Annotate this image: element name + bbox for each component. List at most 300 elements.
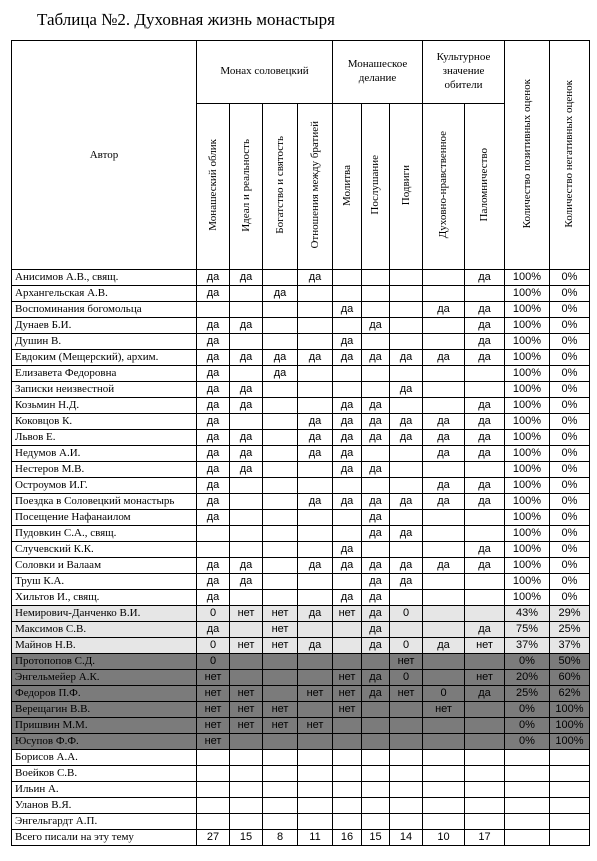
value-cell: да bbox=[362, 462, 390, 478]
author-name-cell: Немирович-Данченко В.И. bbox=[12, 606, 197, 622]
value-cell bbox=[362, 382, 390, 398]
negative-percent-cell: 0% bbox=[550, 590, 590, 606]
value-cell bbox=[465, 734, 505, 750]
value-cell: да bbox=[197, 590, 230, 606]
value-cell bbox=[263, 782, 298, 798]
table-row bbox=[12, 270, 590, 286]
group-culture-header: Культурное значение обители bbox=[423, 41, 505, 104]
author-name-cell: Пришвин М.М. bbox=[12, 718, 197, 734]
value-cell bbox=[423, 462, 465, 478]
value-cell bbox=[333, 798, 362, 814]
value-cell bbox=[390, 478, 423, 494]
value-cell: да bbox=[465, 398, 505, 414]
value-cell: да bbox=[362, 574, 390, 590]
value-cell bbox=[423, 766, 465, 782]
value-cell: нет bbox=[263, 718, 298, 734]
value-cell: да bbox=[362, 350, 390, 366]
value-cell: да bbox=[197, 494, 230, 510]
author-name-cell: Случевский К.К. bbox=[12, 542, 197, 558]
value-cell bbox=[298, 542, 333, 558]
negative-percent-cell: 0% bbox=[550, 334, 590, 350]
value-cell bbox=[423, 510, 465, 526]
value-cell: да bbox=[390, 430, 423, 446]
value-cell bbox=[263, 494, 298, 510]
author-name-cell: Максимов С.В. bbox=[12, 622, 197, 638]
value-cell bbox=[390, 446, 423, 462]
value-cell bbox=[298, 670, 333, 686]
value-cell bbox=[333, 766, 362, 782]
value-cell bbox=[298, 574, 333, 590]
author-name-cell: Львов Е. bbox=[12, 430, 197, 446]
value-cell: да bbox=[423, 494, 465, 510]
value-cell: да bbox=[197, 334, 230, 350]
author-name-cell: Пудовкин С.А., свящ. bbox=[12, 526, 197, 542]
value-cell bbox=[390, 286, 423, 302]
author-name-cell: Хильтов И., свящ. bbox=[12, 590, 197, 606]
positive-percent-cell: 100% bbox=[505, 510, 550, 526]
value-cell bbox=[362, 270, 390, 286]
negative-percent-cell: 100% bbox=[550, 702, 590, 718]
table-row bbox=[12, 734, 590, 750]
value-cell: нет bbox=[263, 638, 298, 654]
positive-percent-cell bbox=[505, 782, 550, 798]
negative-percent-cell: 0% bbox=[550, 430, 590, 446]
positive-percent-cell: 100% bbox=[505, 526, 550, 542]
value-cell: да bbox=[298, 494, 333, 510]
total-value-cell: 11 bbox=[298, 830, 333, 846]
value-cell bbox=[298, 734, 333, 750]
column-header: Богатство и святость bbox=[263, 104, 298, 270]
value-cell bbox=[465, 510, 505, 526]
value-cell bbox=[423, 382, 465, 398]
value-cell: да bbox=[298, 430, 333, 446]
value-cell: да bbox=[423, 414, 465, 430]
value-cell bbox=[263, 270, 298, 286]
value-cell bbox=[465, 526, 505, 542]
value-cell: да bbox=[362, 686, 390, 702]
value-cell bbox=[333, 782, 362, 798]
value-cell bbox=[423, 798, 465, 814]
column-header: Идеал и реальность bbox=[230, 104, 263, 270]
value-cell bbox=[263, 382, 298, 398]
value-cell bbox=[298, 318, 333, 334]
value-cell bbox=[263, 798, 298, 814]
negative-percent-cell: 62% bbox=[550, 686, 590, 702]
table-row bbox=[12, 766, 590, 782]
value-cell: 0 bbox=[197, 606, 230, 622]
value-cell bbox=[298, 398, 333, 414]
value-cell: да bbox=[423, 558, 465, 574]
positive-percent-cell: 0% bbox=[505, 654, 550, 670]
value-cell: да bbox=[423, 350, 465, 366]
value-cell: да bbox=[298, 446, 333, 462]
value-cell bbox=[423, 750, 465, 766]
value-cell: да bbox=[197, 462, 230, 478]
value-cell bbox=[390, 814, 423, 830]
value-cell bbox=[465, 382, 505, 398]
negative-percent-cell: 0% bbox=[550, 414, 590, 430]
value-cell: да bbox=[465, 350, 505, 366]
value-cell bbox=[197, 750, 230, 766]
positive-percent-cell: 100% bbox=[505, 350, 550, 366]
positive-percent-cell: 75% bbox=[505, 622, 550, 638]
value-cell bbox=[465, 366, 505, 382]
value-cell bbox=[197, 814, 230, 830]
table-body bbox=[12, 270, 590, 846]
value-cell: нет bbox=[423, 702, 465, 718]
value-cell: да bbox=[333, 590, 362, 606]
value-cell bbox=[230, 526, 263, 542]
value-cell bbox=[423, 718, 465, 734]
value-cell: 0 bbox=[423, 686, 465, 702]
value-cell: да bbox=[423, 638, 465, 654]
value-cell bbox=[423, 622, 465, 638]
value-cell bbox=[423, 286, 465, 302]
author-name-cell: Дунаев Б.И. bbox=[12, 318, 197, 334]
value-cell: да bbox=[465, 302, 505, 318]
value-cell bbox=[390, 590, 423, 606]
value-cell bbox=[298, 286, 333, 302]
value-cell bbox=[390, 270, 423, 286]
value-cell: нет bbox=[263, 702, 298, 718]
value-cell bbox=[362, 750, 390, 766]
positive-percent-cell: 100% bbox=[505, 414, 550, 430]
value-cell bbox=[230, 814, 263, 830]
value-cell: да bbox=[390, 350, 423, 366]
table-row bbox=[12, 446, 590, 462]
value-cell: да bbox=[197, 318, 230, 334]
positive-percent-cell bbox=[505, 814, 550, 830]
value-cell bbox=[362, 734, 390, 750]
positive-percent-cell: 100% bbox=[505, 302, 550, 318]
value-cell bbox=[362, 654, 390, 670]
value-cell bbox=[298, 590, 333, 606]
value-cell bbox=[362, 446, 390, 462]
total-value-cell: 16 bbox=[333, 830, 362, 846]
value-cell: да bbox=[333, 446, 362, 462]
table-row bbox=[12, 542, 590, 558]
negative-percent-cell: 100% bbox=[550, 718, 590, 734]
total-value-cell: 27 bbox=[197, 830, 230, 846]
author-name-cell: Записки неизвестной bbox=[12, 382, 197, 398]
negative-percent-cell: 25% bbox=[550, 622, 590, 638]
value-cell: да bbox=[390, 382, 423, 398]
value-cell bbox=[230, 286, 263, 302]
value-cell bbox=[362, 798, 390, 814]
value-cell bbox=[465, 574, 505, 590]
value-cell bbox=[362, 718, 390, 734]
author-name-cell: Уланов В.Я. bbox=[12, 798, 197, 814]
group-deeds-header: Монашеское делание bbox=[333, 41, 423, 104]
value-cell: да bbox=[362, 526, 390, 542]
table-row bbox=[12, 798, 590, 814]
positive-percent-cell: 100% bbox=[505, 590, 550, 606]
value-cell bbox=[390, 782, 423, 798]
value-cell: нет bbox=[333, 670, 362, 686]
value-cell bbox=[390, 398, 423, 414]
value-cell bbox=[230, 366, 263, 382]
positive-percent-cell: 100% bbox=[505, 334, 550, 350]
value-cell bbox=[263, 302, 298, 318]
value-cell: да bbox=[390, 494, 423, 510]
value-cell bbox=[263, 398, 298, 414]
value-cell bbox=[390, 798, 423, 814]
positive-percent-cell: 100% bbox=[505, 430, 550, 446]
table-row bbox=[12, 526, 590, 542]
positive-percent-cell: 100% bbox=[505, 286, 550, 302]
value-cell: да bbox=[423, 430, 465, 446]
value-cell: нет bbox=[197, 686, 230, 702]
column-header: Послушание bbox=[362, 104, 390, 270]
positive-percent-cell: 100% bbox=[505, 398, 550, 414]
value-cell: да bbox=[465, 446, 505, 462]
negative-percent-cell: 0% bbox=[550, 494, 590, 510]
value-cell: да bbox=[333, 302, 362, 318]
value-cell bbox=[465, 782, 505, 798]
positive-percent-cell: 100% bbox=[505, 478, 550, 494]
value-cell bbox=[263, 766, 298, 782]
value-cell bbox=[333, 718, 362, 734]
table-row bbox=[12, 718, 590, 734]
negative-percent-cell: 0% bbox=[550, 462, 590, 478]
positive-percent-cell: 100% bbox=[505, 558, 550, 574]
value-cell bbox=[298, 766, 333, 782]
negative-percent-cell: 0% bbox=[550, 318, 590, 334]
negative-percent-cell: 0% bbox=[550, 558, 590, 574]
table-row bbox=[12, 558, 590, 574]
value-cell: да bbox=[230, 574, 263, 590]
column-header: Монашеский облик bbox=[197, 104, 230, 270]
value-cell: да bbox=[333, 398, 362, 414]
table-row bbox=[12, 574, 590, 590]
value-cell: да bbox=[263, 350, 298, 366]
value-cell bbox=[390, 366, 423, 382]
negative-percent-cell: 50% bbox=[550, 654, 590, 670]
table-row bbox=[12, 638, 590, 654]
value-cell: да bbox=[230, 350, 263, 366]
total-label-cell: Всего писали на эту тему bbox=[12, 830, 197, 846]
value-cell bbox=[362, 814, 390, 830]
value-cell bbox=[298, 478, 333, 494]
value-cell bbox=[298, 654, 333, 670]
value-cell: да bbox=[423, 302, 465, 318]
positive-percent-cell: 100% bbox=[505, 574, 550, 590]
value-cell bbox=[333, 750, 362, 766]
value-cell bbox=[197, 782, 230, 798]
value-cell bbox=[423, 590, 465, 606]
value-cell: нет bbox=[230, 638, 263, 654]
value-cell bbox=[390, 462, 423, 478]
value-cell: да bbox=[230, 446, 263, 462]
value-cell bbox=[263, 430, 298, 446]
author-name-cell: Душин В. bbox=[12, 334, 197, 350]
positive-percent-cell: 100% bbox=[505, 494, 550, 510]
table-row bbox=[12, 494, 590, 510]
value-cell: да bbox=[197, 622, 230, 638]
value-cell: да bbox=[197, 270, 230, 286]
value-cell bbox=[423, 574, 465, 590]
column-header: Молитва bbox=[333, 104, 362, 270]
value-cell bbox=[263, 334, 298, 350]
value-cell: нет bbox=[390, 654, 423, 670]
negative-percent-cell: 0% bbox=[550, 574, 590, 590]
value-cell bbox=[423, 318, 465, 334]
value-cell: нет bbox=[197, 734, 230, 750]
value-cell: да bbox=[197, 366, 230, 382]
table-row bbox=[12, 430, 590, 446]
author-name-cell: Архангельская А.В. bbox=[12, 286, 197, 302]
value-cell: да bbox=[197, 350, 230, 366]
value-cell bbox=[263, 318, 298, 334]
value-cell: да bbox=[465, 542, 505, 558]
negative-percent-cell: 0% bbox=[550, 526, 590, 542]
total-value-cell: 8 bbox=[263, 830, 298, 846]
value-cell bbox=[298, 510, 333, 526]
value-cell: да bbox=[263, 366, 298, 382]
table-row bbox=[12, 814, 590, 830]
positive-percent-cell bbox=[505, 750, 550, 766]
negative-percent-cell: 0% bbox=[550, 398, 590, 414]
value-cell bbox=[298, 302, 333, 318]
value-cell bbox=[298, 382, 333, 398]
value-cell: да bbox=[333, 334, 362, 350]
value-cell bbox=[263, 654, 298, 670]
value-cell bbox=[362, 702, 390, 718]
negative-percent-cell: 29% bbox=[550, 606, 590, 622]
value-cell: 0 bbox=[197, 654, 230, 670]
table-row bbox=[12, 590, 590, 606]
value-cell bbox=[423, 270, 465, 286]
value-cell bbox=[423, 670, 465, 686]
value-cell bbox=[390, 622, 423, 638]
value-cell bbox=[298, 782, 333, 798]
value-cell: да bbox=[362, 414, 390, 430]
value-cell bbox=[333, 318, 362, 334]
value-cell: нет bbox=[197, 718, 230, 734]
value-cell: да bbox=[197, 446, 230, 462]
value-cell: да bbox=[298, 414, 333, 430]
value-cell: да bbox=[333, 414, 362, 430]
value-cell bbox=[390, 334, 423, 350]
value-cell bbox=[362, 366, 390, 382]
value-cell bbox=[298, 366, 333, 382]
value-cell: да bbox=[362, 558, 390, 574]
value-cell bbox=[263, 686, 298, 702]
value-cell bbox=[390, 510, 423, 526]
value-cell bbox=[230, 734, 263, 750]
value-cell: 0 bbox=[390, 606, 423, 622]
value-cell: нет bbox=[333, 702, 362, 718]
value-cell: да bbox=[197, 286, 230, 302]
value-cell: да bbox=[197, 478, 230, 494]
positive-percent-cell: 100% bbox=[505, 366, 550, 382]
value-cell: да bbox=[390, 414, 423, 430]
author-name-cell: Козьмин Н.Д. bbox=[12, 398, 197, 414]
value-cell: да bbox=[197, 398, 230, 414]
table-row bbox=[12, 478, 590, 494]
author-name-cell: Федоров П.Ф. bbox=[12, 686, 197, 702]
value-cell: да bbox=[362, 606, 390, 622]
value-cell bbox=[423, 814, 465, 830]
positive-percent-cell bbox=[505, 798, 550, 814]
negative-percent-cell: 37% bbox=[550, 638, 590, 654]
author-name-cell: Воейков С.В. bbox=[12, 766, 197, 782]
value-cell bbox=[197, 526, 230, 542]
value-cell bbox=[465, 702, 505, 718]
author-name-cell: Энгельмейер А.К. bbox=[12, 670, 197, 686]
spiritual-life-table bbox=[11, 40, 590, 846]
author-name-cell: Коковцов К. bbox=[12, 414, 197, 430]
value-cell: нет bbox=[333, 606, 362, 622]
value-cell bbox=[390, 318, 423, 334]
value-cell bbox=[230, 782, 263, 798]
value-cell: да bbox=[298, 350, 333, 366]
value-cell bbox=[298, 622, 333, 638]
value-cell: да bbox=[465, 686, 505, 702]
value-cell bbox=[230, 670, 263, 686]
table-row bbox=[12, 782, 590, 798]
value-cell bbox=[423, 334, 465, 350]
negative-percent-cell bbox=[550, 782, 590, 798]
positive-percent-cell: 100% bbox=[505, 542, 550, 558]
author-name-cell: Воспоминания богомольца bbox=[12, 302, 197, 318]
column-header: Паломничество bbox=[465, 104, 505, 270]
value-cell: да bbox=[465, 494, 505, 510]
value-cell bbox=[333, 382, 362, 398]
value-cell bbox=[197, 542, 230, 558]
author-name-cell: Протопопов С.Д. bbox=[12, 654, 197, 670]
positive-percent-cell: 25% bbox=[505, 686, 550, 702]
positive-percent-cell: 43% bbox=[505, 606, 550, 622]
value-cell: да bbox=[465, 430, 505, 446]
column-header: Духовно-нравственное bbox=[423, 104, 465, 270]
total-row bbox=[12, 830, 590, 846]
value-cell bbox=[362, 766, 390, 782]
value-cell: да bbox=[230, 462, 263, 478]
table-row bbox=[12, 350, 590, 366]
table-row bbox=[12, 462, 590, 478]
table-row bbox=[12, 302, 590, 318]
author-name-cell: Елизавета Федоровна bbox=[12, 366, 197, 382]
total-value-cell: 17 bbox=[465, 830, 505, 846]
value-cell bbox=[333, 478, 362, 494]
value-cell: да bbox=[362, 318, 390, 334]
value-cell bbox=[465, 766, 505, 782]
author-name-cell: Верещагин В.В. bbox=[12, 702, 197, 718]
value-cell: нет bbox=[298, 686, 333, 702]
value-cell: да bbox=[197, 574, 230, 590]
positive-percent-cell bbox=[505, 766, 550, 782]
total-value-cell: 15 bbox=[230, 830, 263, 846]
positive-percent-cell: 100% bbox=[505, 382, 550, 398]
table-row bbox=[12, 606, 590, 622]
negative-percent-cell: 0% bbox=[550, 286, 590, 302]
author-name-cell: Энгельгардт А.П. bbox=[12, 814, 197, 830]
value-cell bbox=[390, 718, 423, 734]
author-name-cell: Соловки и Валаам bbox=[12, 558, 197, 574]
value-cell: да bbox=[465, 318, 505, 334]
value-cell: да bbox=[197, 510, 230, 526]
column-header: Отношения между братией bbox=[298, 104, 333, 270]
value-cell bbox=[333, 622, 362, 638]
positive-percent-cell: 20% bbox=[505, 670, 550, 686]
author-name-cell: Ильин А. bbox=[12, 782, 197, 798]
value-cell: да bbox=[298, 638, 333, 654]
value-cell bbox=[362, 302, 390, 318]
positive-percent-cell: 0% bbox=[505, 734, 550, 750]
negative-percent-cell: 0% bbox=[550, 382, 590, 398]
total-value-cell: 14 bbox=[390, 830, 423, 846]
